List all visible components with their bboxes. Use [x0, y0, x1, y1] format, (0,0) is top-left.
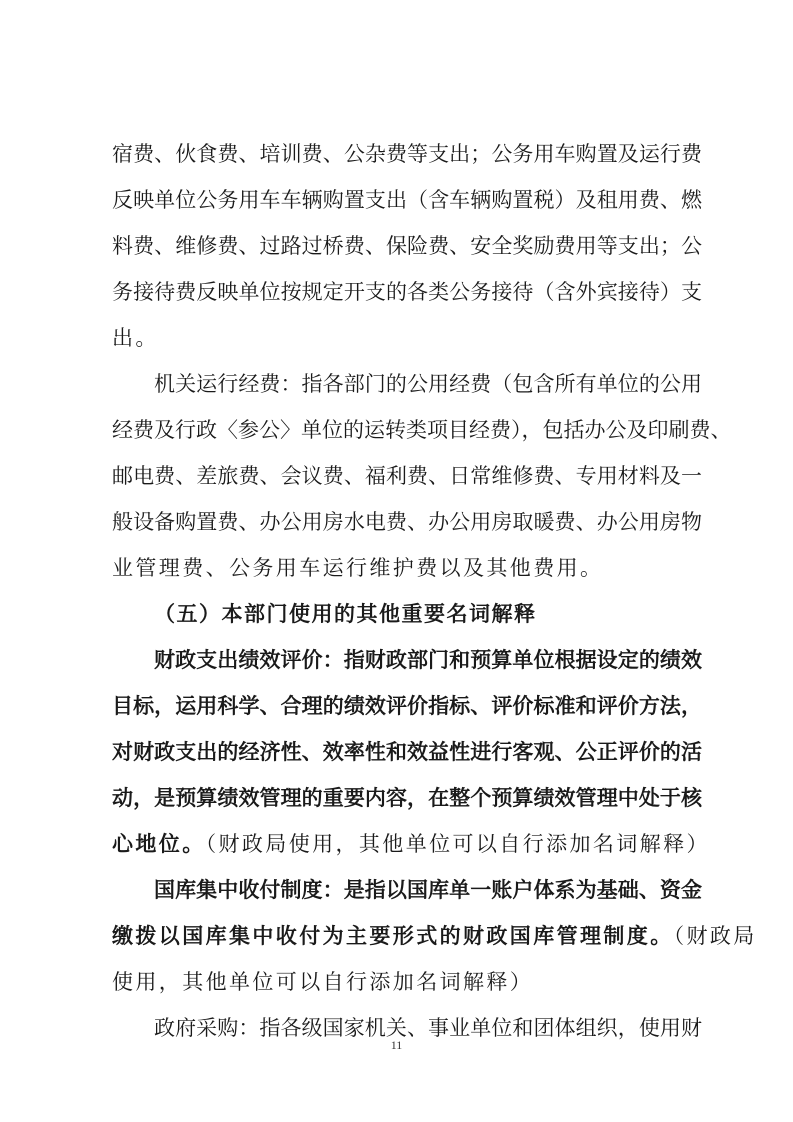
paragraph-line: 经费及行政〈参公〉单位的运转类项目经费），包括办公及印刷费、: [112, 418, 732, 442]
paragraph-line-bold: 目标，运用科学、合理的绩效评价指标、评价标准和评价方法，: [112, 693, 702, 718]
paragraph-fragment-bold: 心地位。: [112, 831, 206, 856]
paragraph-line: 反映单位公务用车车辆购置支出（含车辆购置税）及租用费、燃: [112, 188, 702, 212]
paragraph-line: 政府采购：指各级国家机关、事业单位和团体组织，使用财: [154, 1016, 702, 1040]
section-heading: （五）本部门使用的其他重要名词解释: [154, 601, 537, 626]
paragraph-line: 使用，其他单位可以自行添加名词解释）: [112, 970, 534, 994]
paragraph-line-bold: 国库集中收付制度：是指以国库单一账户体系为基础、资金: [154, 877, 702, 902]
page-number: 11: [390, 1038, 403, 1052]
paragraph-line-bold: 动，是预算绩效管理的重要内容，在整个预算绩效管理中处于核: [112, 785, 702, 810]
paragraph-line: 般设备购置费、办公用房水电费、办公用房取暖费、办公用房物: [112, 510, 702, 534]
paragraph-line: 业管理费、公务用车运行维护费以及其他费用。: [112, 556, 604, 580]
paragraph-line: 机关运行经费：指各部门的公用经费（包含所有单位的公用: [154, 372, 702, 396]
paragraph-fragment-bold: 缴拨以国库集中收付为主要形式的财政国库管理制度。: [112, 923, 674, 948]
paragraph-line: 料费、维修费、过路过桥费、保险费、安全奖励费用等支出；公: [112, 234, 702, 258]
paragraph-line: 宿费、伙食费、培训费、公杂费等支出；公务用车购置及运行费: [112, 142, 702, 166]
paragraph-line-mixed: [112, 826, 710, 862]
paragraph-fragment: （财政局: [673, 924, 757, 948]
paragraph-line-mixed: [112, 918, 757, 954]
paragraph-line: 出。: [112, 326, 159, 350]
paragraph-line-bold: 对财政支出的经济性、效率性和效益性进行客观、公正评价的活: [112, 739, 702, 764]
paragraph-line-bold: 财政支出绩效评价：指财政部门和预算单位根据设定的绩效: [154, 647, 702, 672]
paragraph-line: 邮电费、差旅费、会议费、福利费、日常维修费、专用材料及一: [112, 464, 702, 488]
paragraph-line: 务接待费反映单位按规定开支的各类公务接待（含外宾接待）支: [112, 280, 702, 304]
paragraph-fragment: （财政局使用，其他单位可以自行添加名词解释）: [205, 832, 710, 856]
